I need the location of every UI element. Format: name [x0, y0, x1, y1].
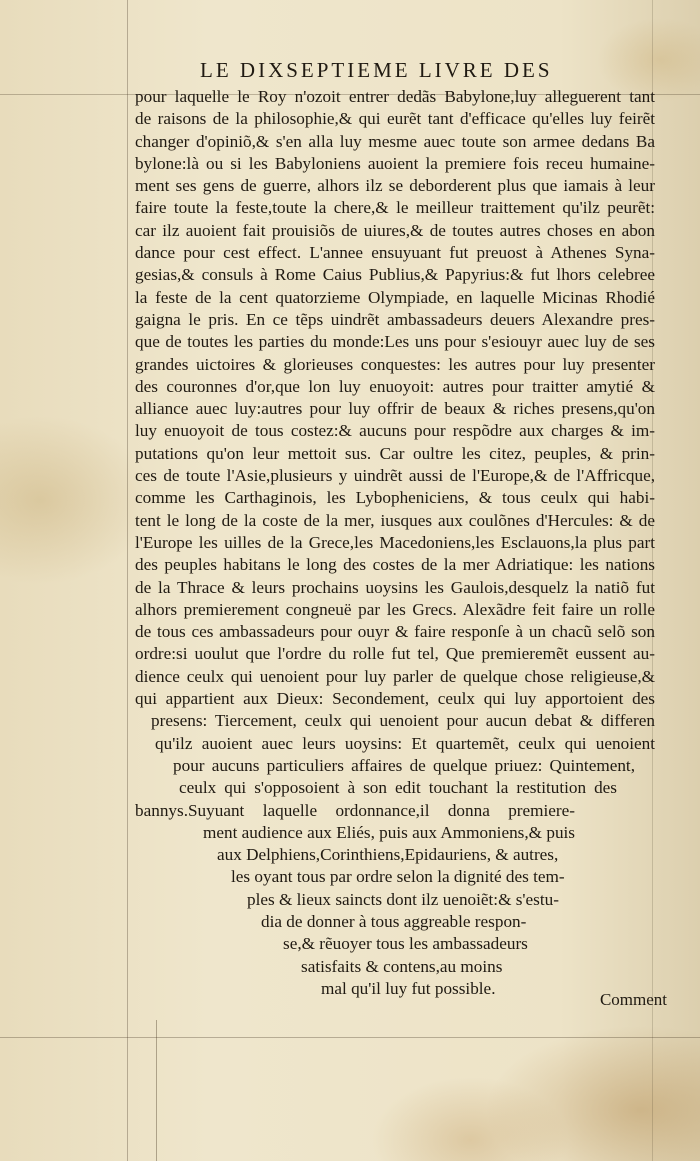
text-line: la feste de la cent quatorzieme Olympiade, en laquelle Micinas Rhodié — [135, 287, 655, 307]
text-line: dance pour cest effect. L'annee ensuyuant fut preuost à Athenes Syna- — [135, 243, 655, 263]
left-margin-rule — [127, 0, 128, 1161]
text-line: faire toute la feste,toute la chere,& le meilleur traittement qu'ilz peurẽt: — [135, 198, 655, 218]
text-line: dia de donner à tous aggreable respon- — [261, 911, 527, 931]
text-line: l'Europe les uilles de la Grece,les Macedoniens,les Esclauons,la plus part — [135, 532, 655, 552]
text-line: ces de toute l'Asie,plusieurs y uindrẽt aussi de l'Europe,& de l'Affricque, — [135, 466, 655, 486]
bottom-rule — [0, 1037, 700, 1038]
text-line: ceulx qui s'opposoient à son edit touchant la restitution des — [179, 778, 617, 798]
text-line: grandes uictoires & glorieuses conquestes: les autres pour luy presenter — [135, 354, 655, 374]
text-line: alliance auec luy:autres pour luy offrir de beaux & riches presens,qu'on — [135, 399, 655, 419]
text-line: putations qu'on leur mettoit sus. Car oultre les citez, peuples, & prin- — [135, 443, 655, 463]
text-line: des couronnes d'or,que lon luy enuoyoit: autres pour traitter amytié & — [135, 376, 655, 396]
text-line: bylone:là ou si les Babyloniens auoient la premiere fois receu humaine- — [135, 153, 655, 173]
text-line: les oyant tous par ordre selon la dignité des tem- — [231, 867, 565, 887]
text-line: qui appartient aux Dieux: Secondement, ceulx qui luy apportoient des — [135, 689, 655, 709]
text-line: gaigna le pris. En ce tẽps uindrẽt ambassadeurs deuers Alexandre pres- — [135, 309, 655, 329]
text-line: satisfaits & contens,au moins — [301, 956, 503, 976]
text-line: pour aucuns particuliers affaires de quelque priuez: Quintement, — [173, 755, 635, 775]
text-line: ples & lieux saincts dont ilz uenoiẽt:& s'estu- — [247, 889, 559, 909]
text-line: dience ceulx qui uenoient pour luy parler de quelque chose religieuse,& — [135, 666, 655, 686]
text-line: tent le long de la coste de la mer, iusques aux coulõnes d'Hercules: & de — [135, 510, 655, 530]
text-line: luy enuoyoit de tous costez:& aucuns pour respõdre aux charges & im- — [135, 421, 655, 441]
running-head: LE DIXSEPTIEME LIVRE DES — [200, 58, 553, 82]
text-line: changer d'opiniõ,& s'en alla luy mesme auec toute son armee dedans Ba — [135, 131, 655, 151]
text-line: bannys.Suyuant laquelle ordonnance,il donna premiere- — [135, 800, 575, 820]
text-line: ordre:si uoulut que l'ordre du rolle fut tel, Que premieremẽt eussent au- — [135, 644, 655, 664]
text-line: de tous ces ambassadeurs pour ouyr & faire responſe à un chacũ selõ son — [135, 622, 655, 642]
body-text — [135, 86, 655, 1000]
text-line: de raisons de la philosophie,& qui eurẽt tant d'efficace qu'elles luy feirẽt — [135, 109, 655, 129]
text-line: de la Thrace & leurs prochains uoysins les Gaulois,desquelz la natiõ fut — [135, 577, 655, 597]
text-line: comme les Carthaginois, les Lybopheniciens, & tous ceulx qui habi- — [135, 488, 655, 508]
lower-left-rule — [156, 1020, 157, 1161]
text-line: presens: Tiercement, ceulx qui uenoient pour aucun debat & differen — [151, 711, 655, 731]
text-line: que de toutes les parties du monde:Les uns pour s'esiouyr auec luy de ses — [135, 332, 655, 352]
text-line: des peuples habitans le long des costes de la mer Adriatique: les nations — [135, 555, 655, 575]
text-line: car ilz auoient fait prouisiõs de uiures,& de toutes autres choses en abon — [135, 220, 655, 240]
text-line: alhors premierement congneuë par les Grecs. Alexãdre feit faire un rolle — [135, 599, 655, 619]
text-line: qu'ilz auoient auec leurs uoysins: Et quartemẽt, ceulx qui uenoient — [155, 733, 655, 753]
text-line: ment audience aux Eliés, puis aux Ammoniens,& puis — [203, 822, 575, 842]
text-line: ment ses gens de guerre, alhors ilz se deborderent plus que iamais à leur — [135, 176, 655, 196]
catchword: Comment — [599, 990, 667, 1009]
text-line: aux Delphiens,Corinthiens,Epidauriens, & autres, — [217, 845, 559, 865]
text-line: mal qu'il luy fut possible. — [321, 978, 496, 998]
text-line: pour laquelle le Roy n'ozoit entrer dedãs Babylone,luy alleguerent tant — [135, 87, 655, 106]
text-line: se,& rẽuoyer tous les ambassadeurs — [283, 934, 528, 954]
text-line: gesias,& consuls à Rome Caius Publius,& Papyrius:& fut lhors celebree — [135, 265, 655, 285]
